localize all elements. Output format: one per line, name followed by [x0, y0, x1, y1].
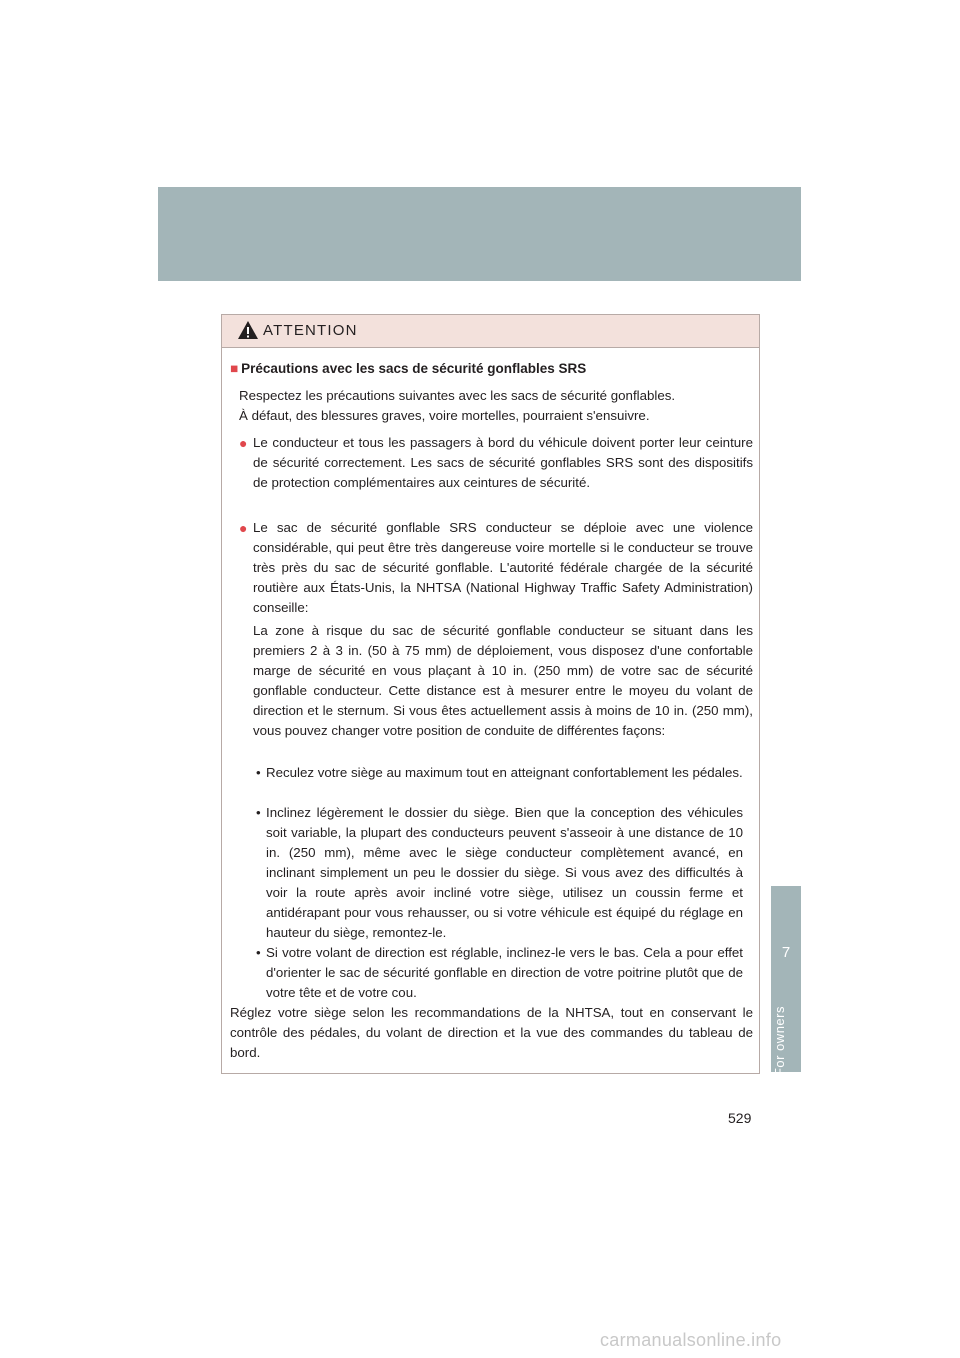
warning-title: ATTENTION: [263, 322, 358, 339]
bullet-dot-icon: ●: [239, 435, 248, 451]
chapter-label: For owners: [772, 1006, 787, 1077]
warning-header: [222, 315, 759, 348]
intro-line-1: Respectez les précautions suivantes avec les sacs de sécurité gonflables.: [239, 388, 676, 403]
closing-paragraph: Réglez votre siège selon les recommandations de la NHTSA, tout en conservant le contrôle des pédales, du volant de direction et la vue des commandes du tableau de bord.: [230, 1005, 753, 1060]
bullet-1: Le conducteur et tous les passagers à bord du véhicule doivent porter leur ceinture de sécurité correctement. Les sacs de sécurité gonflables SRS sont des dispositifs de protection complémentaires aux ceintures de sécurité.: [253, 435, 753, 490]
page-number: 529: [728, 1110, 752, 1126]
chapter-number: 7: [781, 944, 791, 961]
sub-item-text: Inclinez légèrement le dossier du siège. Bien que la conception des véhicules soit variable, la plupart des conducteurs peuvent s'asseoir à une distance de 10 in. (250 mm), même avec le siège conducteur complètement avancé, en inclinant simplement un peu le dossier du siège. Si vous avez des difficultés à voir la route après avoir incliné votre siège, utilisez un coussin ferme et antidérapant pour vous rehausser, ou si votre véhicule est équipé du réglage en hauteur du siège, remontez-le.: [266, 805, 743, 940]
sub-item-marker: •: [256, 945, 261, 960]
intro-line-2: À défaut, des blessures graves, voire mortelles, pourraient s'ensuivre.: [239, 408, 650, 423]
section-heading: [230, 359, 586, 379]
watermark: carmanualsonline.info: [600, 1330, 782, 1350]
sub-item-3: [256, 943, 743, 1003]
sub-item-marker: •: [256, 765, 261, 780]
sub-item-text: Si votre volant de direction est réglable, inclinez-le vers le bas. Cela a pour effet d'orienter le sac de sécurité gonflable en direction de votre poitrine plutôt que de votre tête et de votre cou.: [266, 945, 743, 1000]
square-bullet-icon: ■: [230, 361, 239, 376]
sub-item-1: [256, 763, 743, 783]
warning-box: [221, 314, 760, 1074]
sub-item-marker: •: [256, 805, 261, 820]
chapter-tab: [771, 886, 801, 1077]
bullet-2: Le sac de sécurité gonflable SRS conducteur se déploie avec une violence considérable, qui peut être très dangereuse voire mortelle si le conducteur se trouve très près du sac de sécurité gonflable. L'autorité fédérale chargée de la sécurité routière aux États-Unis, la NHTSA (National Highway Traffic Safety Administration) conseille:: [253, 520, 753, 615]
bullet-2-detail: La zone à risque du sac de sécurité gonflable conducteur se situant dans les premiers 2 à 3 in. (50 à 75 mm) de déploiement, vous disposez d'une confortable marge de sécurité en vous plaçant à 10 in. (250 mm) de votre sac de sécurité gonflable conducteur. Cette distance est à mesurer entre le moyeu du volant de direction et le sternum. Si vous êtes actuellement assis à moins de 10 in. (250 mm), vous pouvez changer votre position de conduite de différentes façons:: [253, 623, 753, 738]
sub-item-text: Reculez votre siège au maximum tout en atteignant confortablement les pédales.: [266, 765, 743, 780]
sub-item-2: [256, 803, 743, 943]
bullet-dot-icon: ●: [239, 520, 248, 536]
header-band: [158, 187, 801, 281]
warning-triangle-icon: [237, 320, 259, 340]
section-heading-text: Précautions avec les sacs de sécurité gonflables SRS: [241, 361, 587, 376]
